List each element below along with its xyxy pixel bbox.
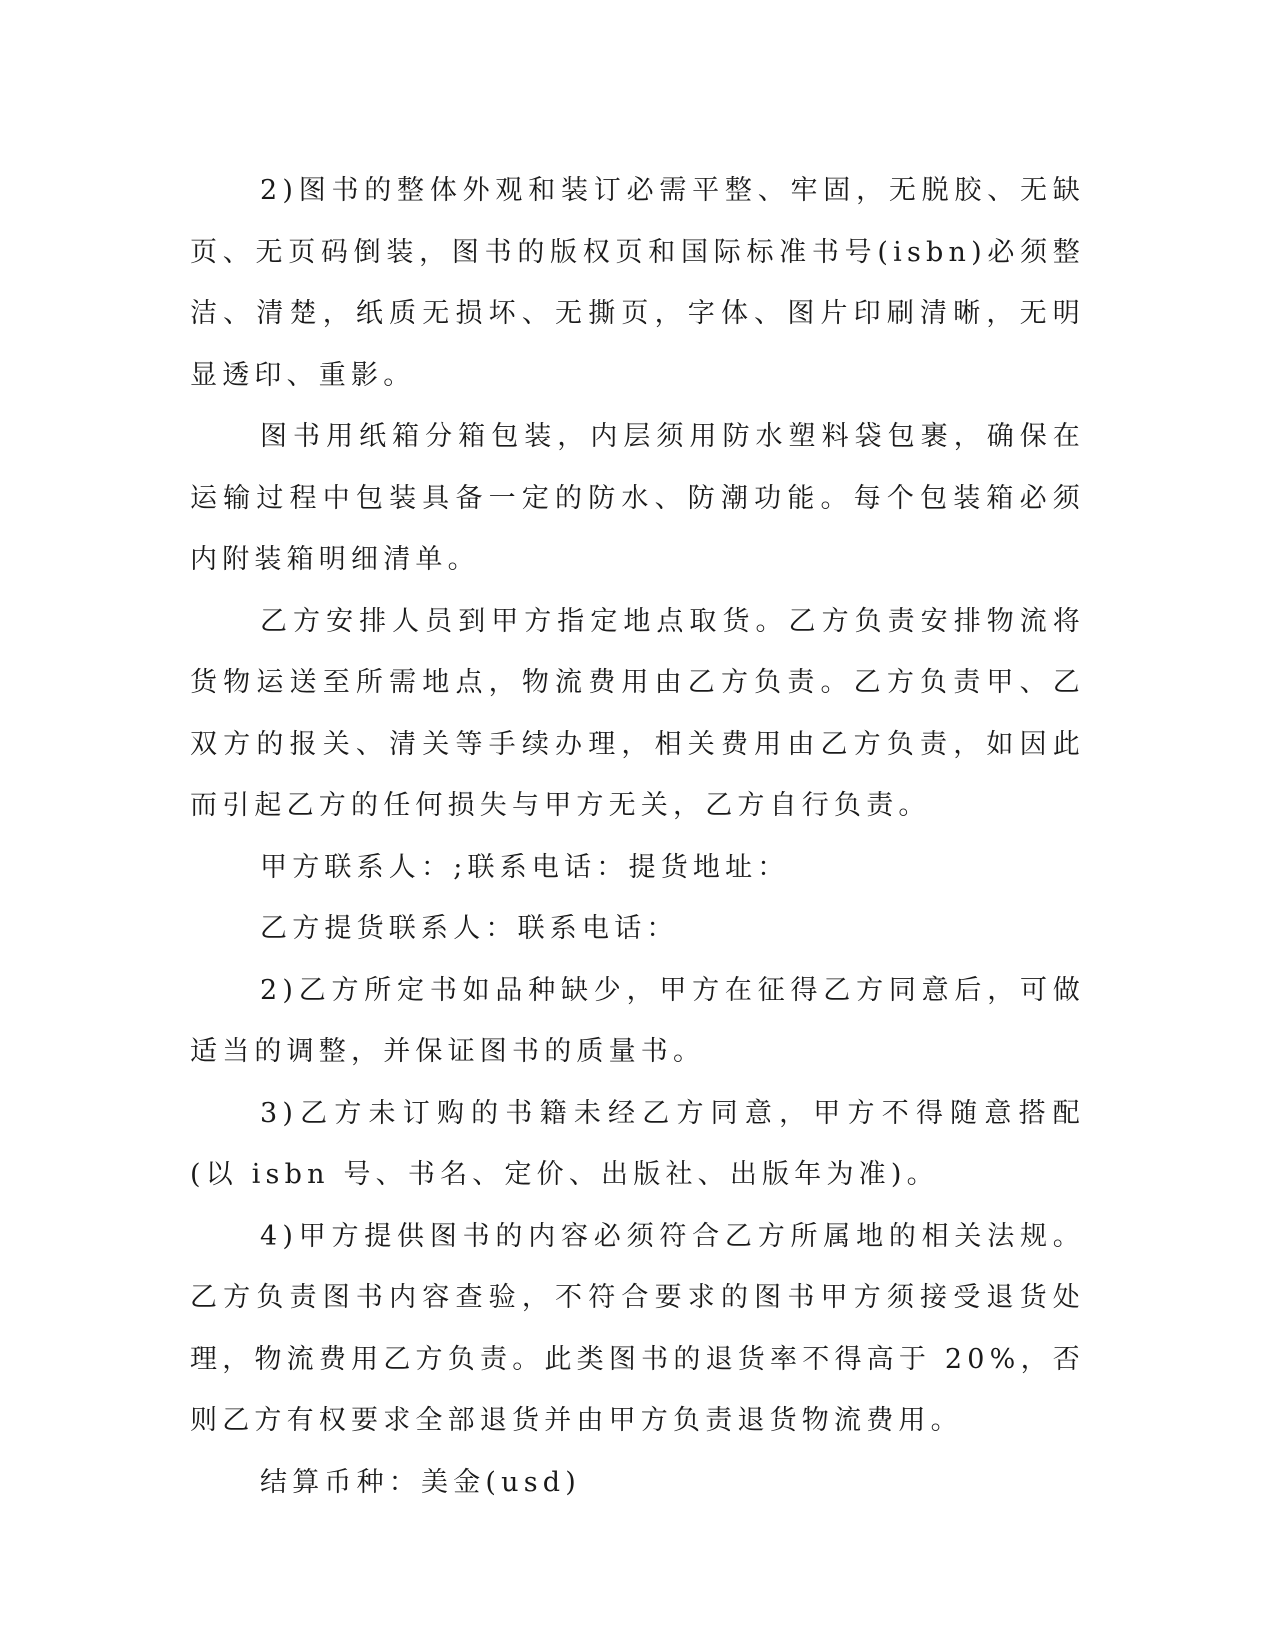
paragraph-no-unordered-books: 3)乙方未订购的书籍未经乙方同意，甲方不得随意搭配(以 isbn 号、书名、定价、出版社、出版年为准)。	[190, 1097, 1085, 1190]
paragraph-party-a-contact: 甲方联系人：;联系电话：提货地址：	[260, 851, 790, 883]
paragraph-packaging: 图书用纸箱分箱包装，内层须用防水塑料袋包裹，确保在运输过程中包装具备一定的防水、防潮功能。每个包装箱必须内附装箱明细清单。	[190, 421, 1085, 575]
paragraph-settlement-currency: 结算币种：美金(usd)	[260, 1466, 581, 1498]
document-body	[190, 160, 1085, 1513]
paragraph-party-b-contact: 乙方提货联系人：联系电话：	[260, 913, 679, 944]
paragraph-content-compliance: 4)甲方提供图书的内容必须符合乙方所属地的相关法规。乙方负责图书内容查验，不符合要求的图书甲方须接受退货处理，物流费用乙方负责。此类图书的退货率不得高于 20%，否则乙方有权要求全部退货并由甲方负责退货物流费用。	[190, 1220, 1085, 1436]
paragraph-pickup-logistics: 乙方安排人员到甲方指定地点取货。乙方负责安排物流将货物运送至所需地点，物流费用由乙方负责。乙方负责甲、乙双方的报关、清关等手续办理，相关费用由乙方负责，如因此而引起乙方的任何损失与甲方无关，乙方自行负责。	[190, 605, 1085, 821]
paragraph-substitution: 2)乙方所定书如品种缺少，甲方在征得乙方同意后，可做适当的调整，并保证图书的质量书。	[190, 974, 1085, 1067]
paragraph-binding-quality: 2)图书的整体外观和装订必需平整、牢固，无脱胶、无缺页、无页码倒装，图书的版权页和国际标准书号(isbn)必须整洁、清楚，纸质无损坏、无撕页，字体、图片印刷清晰，无明显透印、重影。	[190, 175, 1085, 391]
